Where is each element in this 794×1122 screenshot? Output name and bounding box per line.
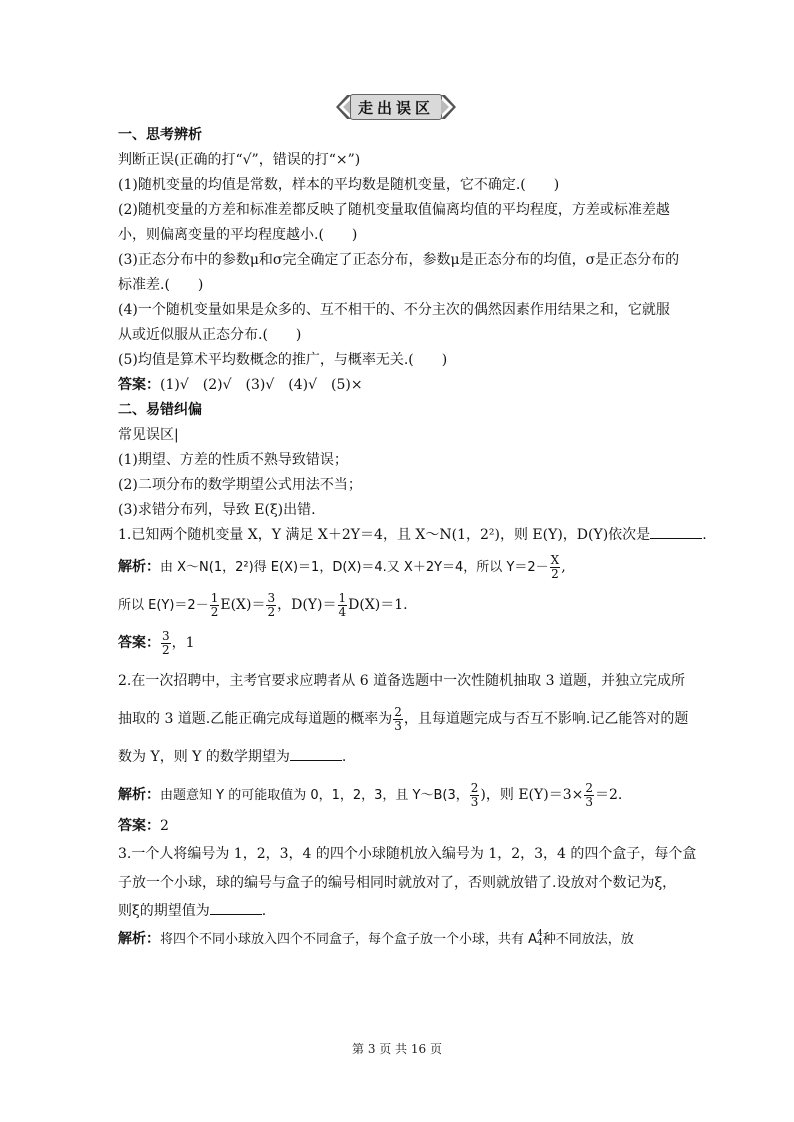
judge-item-2a: (2)随机变量的方差和标准差都反映了随机变量取值偏离均值的平均程度，方差或标准差越	[118, 202, 670, 218]
q2-answer-text: 2	[160, 818, 169, 834]
q2-answer	[118, 814, 678, 839]
q1-solution-text: 由 X～N(1，2²)得 E(X)＝1，D(X)＝4.又 X＋2Y＝4，所以 Y＝2－	[160, 560, 549, 575]
answer-label: 答案：	[118, 818, 160, 834]
fraction: $\frac{3}{2}$	[267, 590, 276, 619]
q1-stem: 1.已知两个随机变量 X，Y 满足 X＋2Y＝4，且 X～N(1，2²)，则 E(Y)，D(Y)依次是	[118, 527, 651, 543]
q2-line3	[118, 738, 678, 776]
q3-sol-text: 将四个不同小球放入四个不同盒子，每个盒子放一个小球，共有 A	[160, 932, 538, 947]
section1-heading: 一、思考辨析	[118, 127, 202, 143]
q1-answer-end: ，1	[171, 635, 195, 651]
fraction: $\frac{2}{3}$	[470, 780, 479, 809]
q3-line1: 3.一个人将编号为 1，2，3，4 的四个小球随机放入编号为 1，2，3，4 的四个盒子，每个盒	[118, 846, 697, 862]
q2-line3-end: .	[341, 749, 347, 765]
banner-title: 走出误区	[350, 94, 442, 120]
q2-solution	[118, 776, 678, 814]
answer-blank	[650, 524, 702, 539]
q1-text	[118, 523, 707, 548]
q3-sol-end: 种不同放法，放	[542, 932, 634, 947]
fraction: $\frac{3}{2}$	[162, 628, 170, 657]
judge-item-3b: 标准差.( )	[118, 277, 204, 293]
q2-sol-a: 由题意知 Y 的可能取值为 0，1，2，3，且 Y～B(3，	[160, 788, 469, 803]
section2-sub: 常见误区|	[118, 427, 179, 443]
fraction: $\frac{1}{2}$	[210, 590, 219, 619]
q2-line2-a: 抽取的 3 道题.乙能正确完成每道题的概率为	[118, 711, 393, 727]
answer-blank	[290, 746, 342, 761]
q1-solution-end: ,	[561, 559, 566, 575]
solution-label: 解析：	[118, 931, 160, 947]
error-item-2: (2)二项分布的数学期望公式用法不当；	[118, 477, 362, 493]
fraction: $\frac{2}{3}$	[394, 704, 402, 733]
q3-solution	[118, 925, 678, 953]
answer-text: (1)√ (2)√ (3)√ (4)√ (5)×	[160, 377, 363, 393]
q1-sol2-c: ，D(Y)＝	[277, 597, 337, 613]
q1-sol2-b: E(X)＝	[220, 597, 266, 613]
q2-line2-b: ，且每道题完成与否互不影响.记乙能答对的题	[403, 711, 689, 727]
solution-label: 解析：	[118, 559, 160, 575]
q3-line2: 子放一个小球，球的编号与盒子的编号相同时就放对了，否则就放错了.设放对个数记为ξ，	[118, 875, 677, 891]
section1-instruction: 判断正误(正确的打“√”，错误的打“×”)	[118, 152, 361, 168]
error-item-3: (3)求错分布列，导致 E(ξ)出错.	[118, 502, 316, 518]
q1-sol2-d: D(X)＝1.	[348, 597, 408, 613]
q2-sol-b: )，则 E(Y)＝3×	[480, 787, 584, 803]
judge-item-1: (1)随机变量的均值是常数，样本的平均数是随机变量，它不确定.( )	[118, 177, 560, 193]
judge-item-3a: (3)正态分布中的参数μ和σ完全确定了正态分布，参数μ是正态分布的均值，σ是正态分布的	[118, 252, 680, 268]
q1-end: .	[702, 527, 707, 543]
answer-label: 答案：	[118, 635, 160, 651]
page-footer: 第 3 页 共 16 页	[352, 1042, 442, 1056]
fraction: $\frac{2}{3}$	[585, 780, 593, 809]
answer-label: 答案：	[118, 377, 160, 393]
q2-line3-text: 数为 Y，则 Y 的数学期望为	[118, 749, 290, 765]
section-banner	[336, 94, 456, 120]
solution-label: 解析：	[118, 787, 160, 803]
q1-answer	[118, 624, 678, 662]
q2-line2	[118, 700, 689, 738]
q1-solution-line1	[118, 548, 678, 586]
fraction: $\frac{X}{2}$	[550, 552, 560, 581]
q3-line3	[118, 897, 678, 925]
judge-item-5: (5)均值是算术平均数概念的推广，与概率无关.( )	[118, 352, 448, 368]
q1-sol2-a: 所以 E(Y)＝2－	[118, 598, 209, 613]
q2-sol-c: ＝2.	[594, 787, 623, 803]
fraction: $\frac{1}{4}$	[338, 590, 347, 619]
main-content	[118, 123, 707, 953]
permutation-indices: 4 4	[537, 929, 543, 948]
judge-item-4a: (4)一个随机变量如果是众多的、互不相干的、不分主次的偶然因素作用结果之和，它就服	[118, 302, 670, 318]
q1-solution-line2	[118, 586, 678, 624]
judge-item-4b: 从或近似服从正态分布.( )	[118, 327, 302, 343]
q3-line3-text: 则ξ的期望值为	[118, 903, 210, 919]
q3-line3-end: .	[261, 903, 267, 919]
judge-item-2b: 小，则偏离变量的平均程度越小.( )	[118, 227, 358, 243]
section1-answer	[118, 373, 678, 398]
section2-heading: 二、易错纠偏	[118, 402, 202, 418]
answer-blank	[210, 900, 262, 915]
right-chevron-ornament-icon	[440, 94, 456, 120]
error-item-1: (1)期望、方差的性质不熟导致错误；	[118, 452, 348, 468]
q2-line1: 2.在一次招聘中，主考官要求应聘者从 6 道备选题中一次性随机抽取 3 道题，并独立完成所	[118, 673, 685, 689]
